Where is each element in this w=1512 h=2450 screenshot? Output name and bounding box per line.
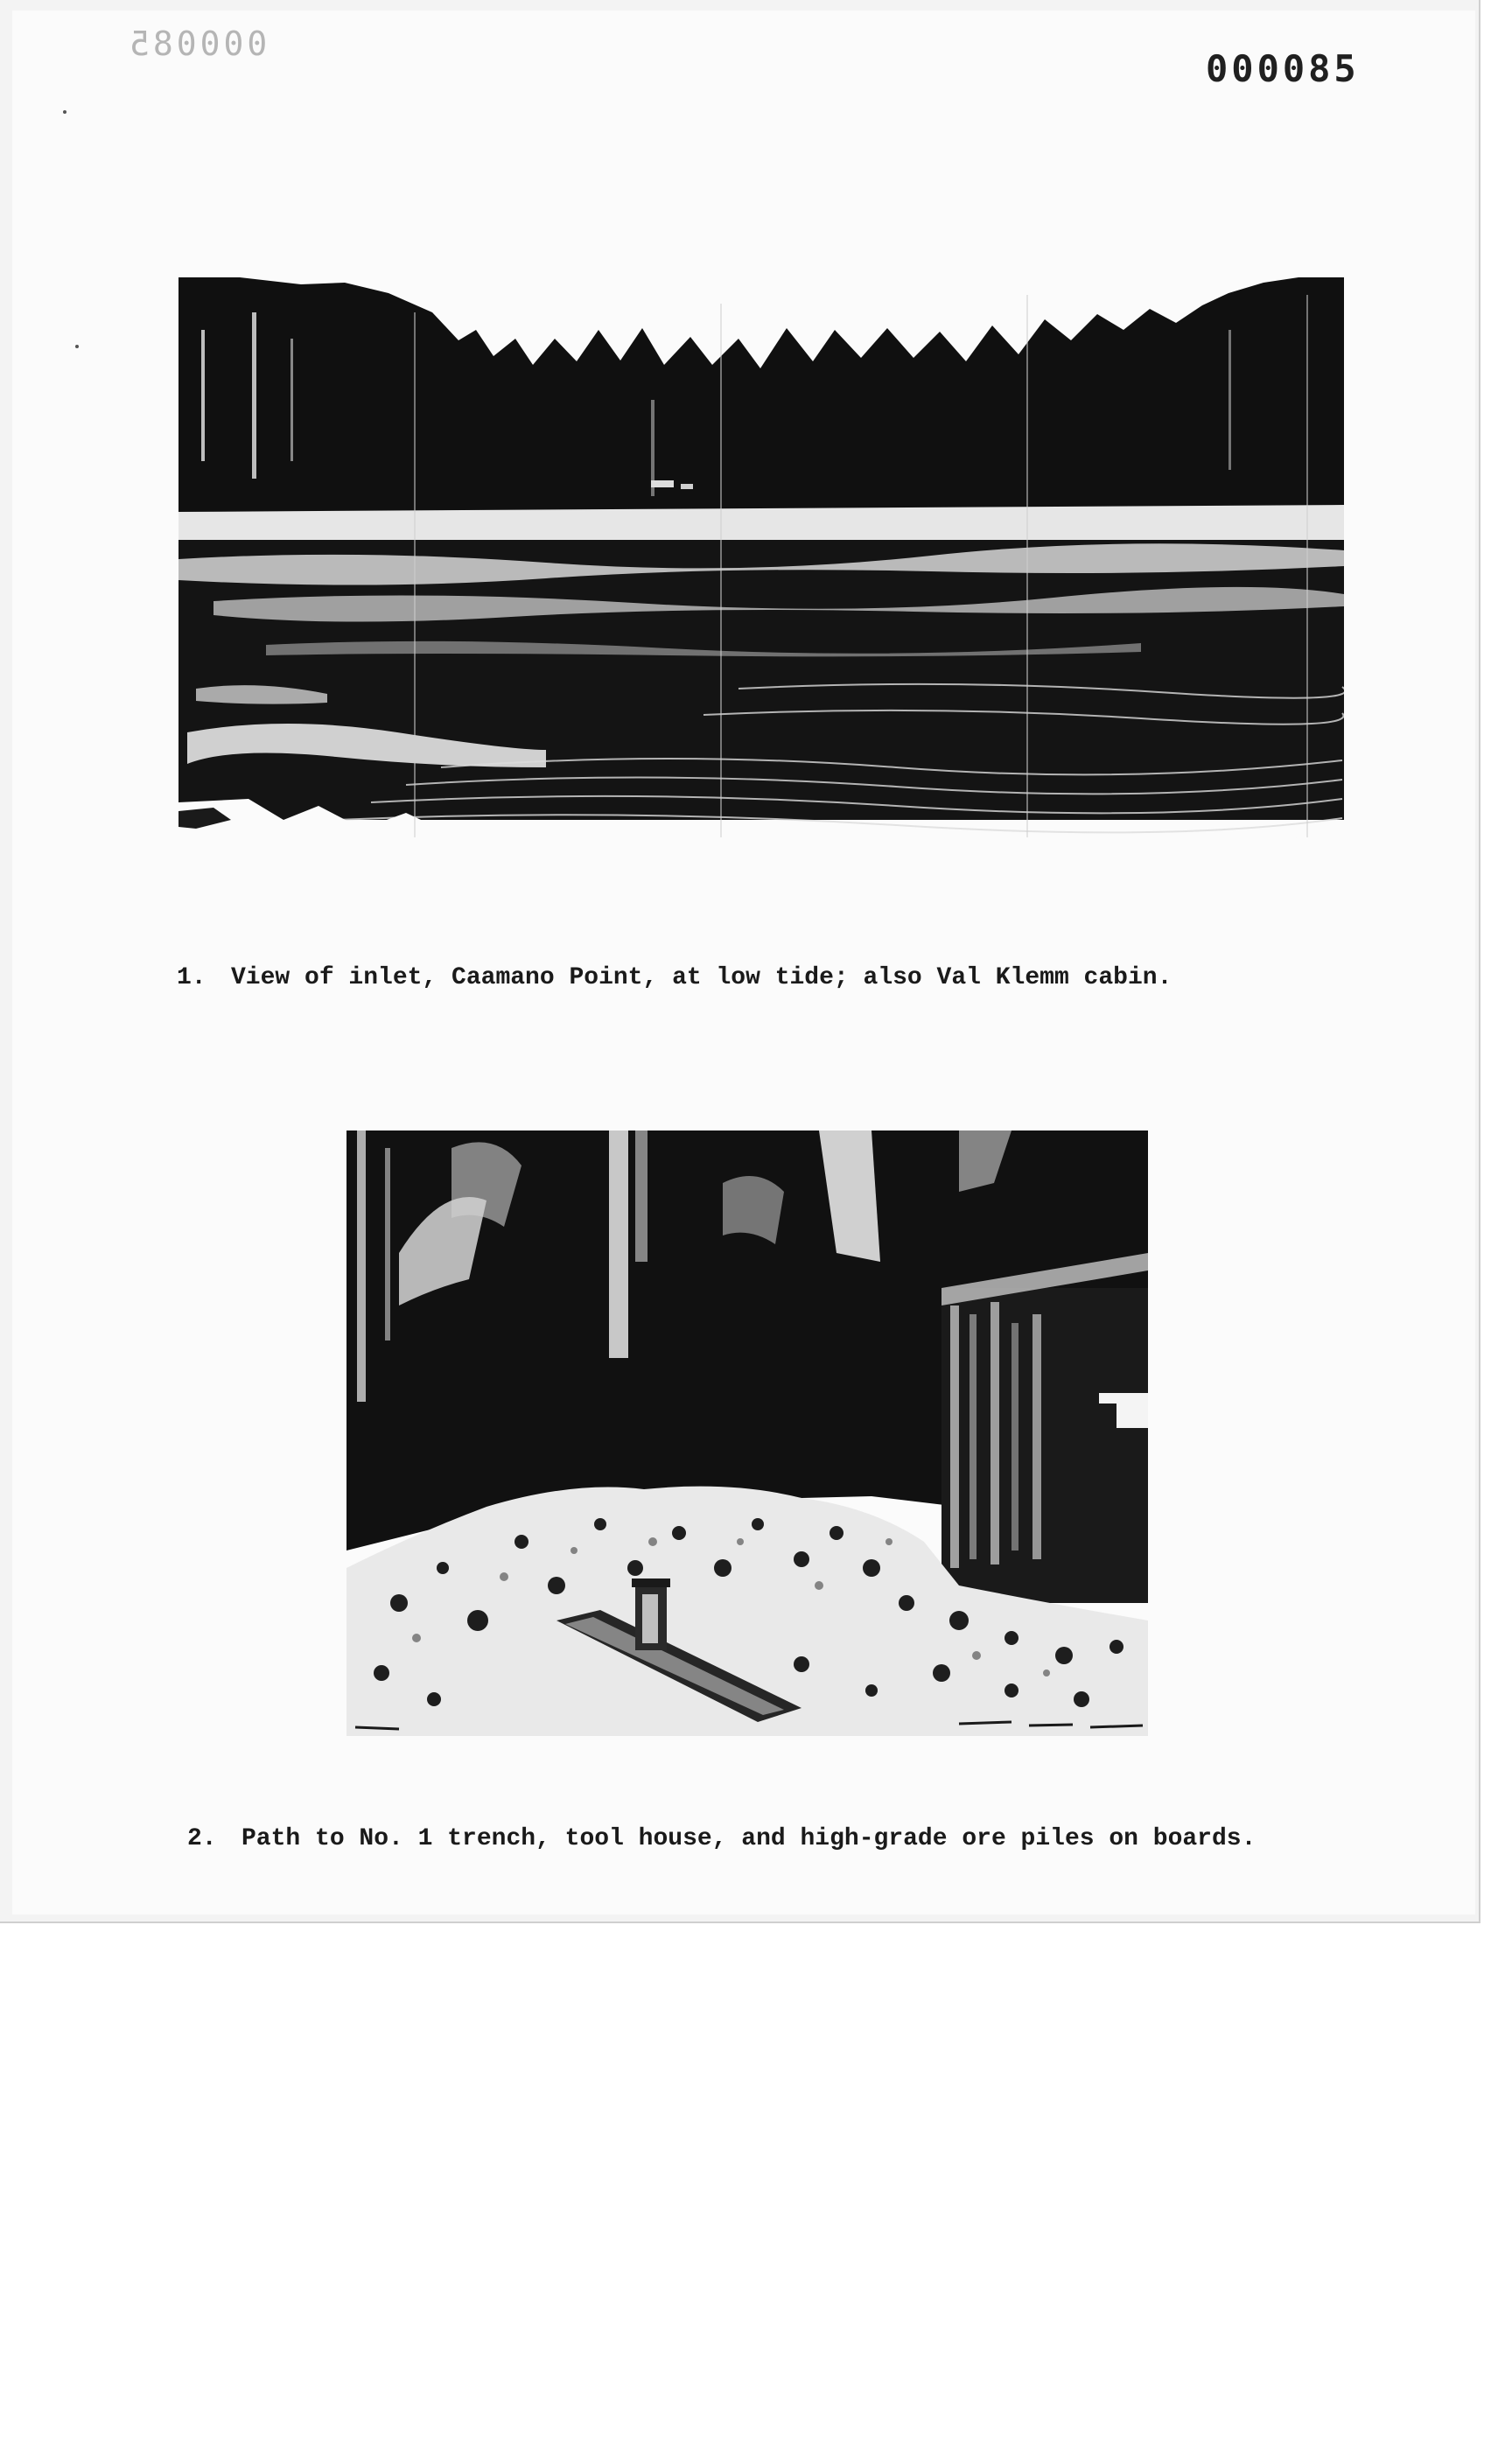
inlet-low-tide-photo <box>178 277 1344 846</box>
photo-2-caption-number: 2. <box>187 1825 217 1852</box>
photo-1-caption-text: View of inlet, Caamano Point, at low tide; also Val Klemm cabin. <box>231 964 1172 991</box>
page-number-stamp: 000085 <box>1206 47 1360 90</box>
scan-speck <box>75 345 79 348</box>
photo-2-caption <box>187 1825 1256 1852</box>
document-page <box>12 10 1475 1914</box>
scan-speck <box>63 110 66 114</box>
mirrored-bleedthrough-stamp: 000085 <box>126 24 268 63</box>
photo-1-caption <box>177 964 1172 991</box>
tool-house-ore-piles-photo <box>346 1130 1148 1736</box>
photo-1-caption-number: 1. <box>177 964 206 991</box>
photo-2-caption-text: Path to No. 1 trench, tool house, and high-grade ore piles on boards. <box>242 1825 1256 1852</box>
